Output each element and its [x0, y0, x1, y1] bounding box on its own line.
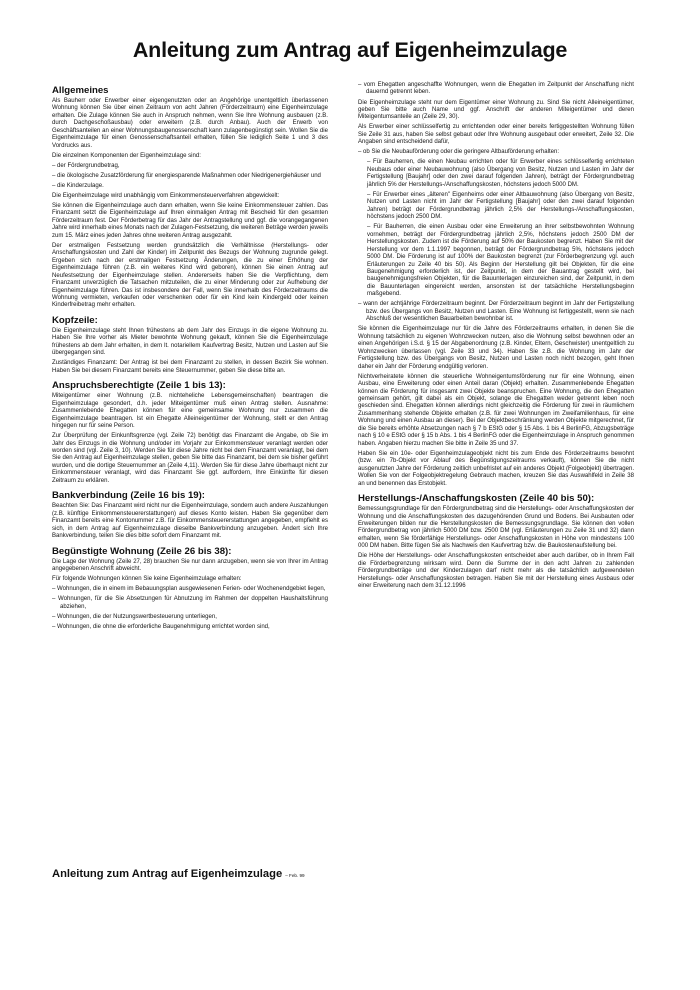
paragraph: Die Eigenheimzulage steht nur dem Eigentümer einer Wohnung zu. Sind Sie nicht Alleineigentümer, geben Sie bitte auch Name und ggf. Anschrift der anderen Miteigentümer und deren Miteigentumsanteile an (Zeile 29, 30). — [358, 99, 634, 121]
section-heading: Allgemeines — [52, 85, 109, 96]
section-heading: Anspruchsberechtigte (Zeile 1 bis 13): — [52, 380, 226, 392]
paragraph: – Wohnungen, die der Nutzungswertbesteuerung unterliegen, — [52, 613, 217, 620]
paragraph: – die ökologische Zusatzförderung für energiesparende Maßnahmen oder Niedrigenergiehäuser und — [52, 172, 321, 179]
paragraph: Zuständiges Finanzamt: Der Antrag ist bei dem Finanzamt zu stellen, in dessen Bezirk Sie wohnen. Haben Sie bei diesem Finanzamt bereits eine Steuernummer, geben Sie diese bitte an. — [52, 360, 328, 374]
footer — [52, 868, 305, 880]
section-heading: Herstellungs-/Anschaffungskosten (Zeile 40 bis 50): — [358, 493, 595, 505]
paragraph: Sie können die Eigenheimzulage auch dann erhalten, wenn Sie keine Einkommensteuer zahlen. Das Finanzamt setzt die Eigenheimzulage auf Ihren einmaligen Antrag mit Bescheid für den gesamten Förderzeitraum fest. Der Förderbetrag für das Jahr der Antragstellung und ggf. die vorangegangenen Jahre wird innerhalb eines Monats nach der Zulagen-Festsetzung, die weiteren Beträge werden jeweils zum 15. März eines jeden Jahres ohne weiteren Antrag ausgezahlt. — [52, 203, 328, 239]
paragraph: – Für Bauherren, die einen Ausbau oder eine Erweiterung an ihrer selbstbewohnten Wohnung vornehmen, beträgt der Fördergrundbetrag jährlich 2,5%, höchstens jedoch 2500 DM der Herstellungskosten. Zudem ist die Förderung auf 50% der Baukosten begrenzt. Haben Sie mit der Herstellung vor dem 1.1.1997 begonnen, beträgt der Fördergrundbetrag 5%, höchstens jedoch 5000 DM. Die Förderung ist auf 100% der Baukosten begrenzt (zur Förderbegrenzung vgl. auch Erläuterungen zu Zeile 40 bis 50). Als Beginn der Herstellung gilt bei Objekten, für die eine Baugenehmigung erforderlich ist, der Zeitpunkt, in dem der Bauantrag gestellt wird, bei baugenehmigungsfreien Objekten, für die Bauunterlagen einzureichen sind, der Zeitpunkt, in dem die Bauunterlagen eingereicht werden, ansonsten ist der tatsächliche Herstellungsbeginn maßgebend. — [367, 224, 634, 298]
paragraph: Zur Überprüfung der Einkunftsgrenze (vgl. Zeile 72) benötigt das Finanzamt die Angabe, ob Sie im Jahr des Einzugs in die Wohnung und/oder im Vorjahr zur Einkommensteuer veranlagt werden oder worden sind (vgl. Zeile 3, 10). Werden Sie für diese Jahre nicht bei dem Finanzamt veranlagt, bei dem Sie den Antrag auf Eigenheimzulage stellen, geben Sie bitte das Finanzamt, bei dem sie bisher geführt wurden, und die dortige Steuernummer an (Zeile 4,11). Werden Sie für diese Jahre überhaupt nicht zur Einkommensteuer veranlagt, wird das Finanzamt Sie ggf. auffordern, Ihre Einkünfte für diesen Zeitraum zu erklären. — [52, 433, 328, 484]
paragraph: – der Fördergrundbetrag, — [52, 162, 120, 169]
paragraph: Der erstmaligen Festsetzung werden grundsätzlich die Verhältnisse (Herstellungs- oder Anschaffungskosten und Zahl der Kinder) im Zeitpunkt des Bezugs der Wohnung zugrunde gelegt. Ergeben sich nach der erstmaligen Festsetzung Änderungen, die zu einer Erhöhung der Eigenheimzulage führen (z.B. ein weiteres Kind wird geboren), können Sie einen Antrag auf Neufestsetzung der Eigenheimzulage stellen. Andererseits haben Sie die Verpflichtung, dem Finanzamt unverzüglich die Tatsachen mitzuteilen, die zu einer Minderung oder zur Aufhebung der Eigenheimzulage führen. Das ist insbesondere der Fall, wenn Sie innerhalb des Förderzeitraums die Wohnung vermieten, verkaufen oder verschenken oder für ein Kind kein Kindergeld oder keinen Kinderfreibetrag mehr erhalten. — [52, 242, 328, 309]
footer-title: Anleitung zum Antrag auf Eigenheimzulage — [52, 868, 283, 880]
paragraph: – wann der achtjährige Förderzeitraum beginnt. Der Förderzeitraum beginnt im Jahr der Fertigstellung bzw. des Übergangs von Besitz, Nutzen und Lasten. Eine Wohnung ist fertiggestellt, wenn sie nach Abschluß der wesentlichen Bauarbeiten bewohnbar ist. — [358, 301, 634, 323]
section-heading: Begünstigte Wohnung (Zeile 26 bis 38): — [52, 545, 232, 557]
paragraph: Haben Sie ein 10e- oder Eigenheimzulageobjekt nicht bis zum Ende des Förderzeitraums bewohnt (bzw. ein 7b-Objekt vor Ablauf des Begünstigungszeitraums verkauft), können Sie die nicht ausgenutzten Jahre der Förderung zeitlich unbefristet auf ein anderes Objekt (Folgeobjekt) übertragen. Wollen Sie von der Folgeobjektregelung Gebrauch machen, kreuzen Sie das Auswahlfeld in Zeile 38 an und benennen das Erstobjekt. — [358, 450, 634, 487]
paragraph: – die Kinderzulage. — [52, 182, 104, 189]
paragraph: Die einzelnen Komponenten der Eigenheimzulage sind: — [52, 152, 201, 159]
paragraph: Als Erwerber einer schlüsselfertig zu errichtenden oder einer bereits fertiggestellten Wohnung füllen Sie Zeile 31 aus, haben Sie selbst gebaut oder Ihre Wohnung ausgebaut oder erweitert, Zeile 32. Die Angaben sind entscheidend dafür, — [358, 124, 634, 146]
paragraph: Miteigentümer einer Wohnung (z.B. nichteheliche Lebensgemeinschaften) beantragen die Eigenheimzulage gesondert, d.h. jeder Miteigentümer muß einen Antrag stellen. Ausnahme: Zusammenlebende Ehegatten können für eine gemeinsame Wohnung nur zusammen die Eigenheimzulage beantragen. Ist ein Ehegatte Alleineigentümer der Wohnung, stellt er den Antrag hingegen nur für seine Person. — [52, 393, 328, 430]
paragraph: – Für Erwerber eines „älteren" Eigenheims oder einer Altbauwohnung (also Übergang von Besitz, Nutzen und Lasten nicht im Jahr der Fertigstellung [Baujahr] oder den zwei darauf folgenden Jahren) beträgt der Fördergrundbetrag jährlich 2,5% der Herstellungs-/Anschaffungskosten, höchstens jedoch 2500 DM. — [367, 191, 634, 221]
paragraph: Bemessungsgrundlage für den Fördergrundbetrag sind die Herstellungs- oder Anschaffungskosten der Wohnung und die Anschaffungskosten des dazugehörenden Grund und Bodens. Bei Ausbauten oder Erweiterungen bilden nur die Herstellungskosten die Bemessungsgrundlage. Sie können den vollen Fördergrundbetrag von jährlich 5000 DM bzw. 2500 DM (vgl. Erläuterungen zu Zeile 31 und 32) dann erhalten, wenn Sie förderfähige Herstellungs- oder Anschaffungskosten in Höhe von mindestens 100 000 DM haben. Bitte fügen Sie als Nachweis den Kaufvertrag bzw. die Baukostenaufstellung bei. — [358, 506, 634, 550]
paragraph: – ob Sie die Neubauförderung oder die geringere Altbauförderung erhalten: — [358, 149, 560, 156]
paragraph: Die Eigenheimzulage wird unabhängig vom Einkommensteuerverfahren abgewickelt: — [52, 192, 280, 199]
paragraph: Die Lage der Wohnung (Zeile 27, 28) brauchen Sie nur dann anzugeben, wenn sie von Ihrer im Antrag angegebenen Anschrift abweicht. — [52, 558, 328, 572]
paragraph: Nichtverheiratete können die steuerliche Wohneigentumsförderung nur für eine Wohnung, einen Ausbau, eine Erweiterung oder einen Anteil daran (Objekt) erhalten. Zusammenlebende Ehegatten können die Förderung für insgesamt zwei Objekte beanspruchen. Eine Wohnung, die den Ehegatten gemeinsam gehört, gilt dabei als ein Objekt, solange die Ehegatten weder getrennt leben noch geschieden sind. Ehegatten können allerdings nicht gleichzeitig die Förderung für zwei in räumlichem Zusammenhang stehende Objekte erhalten (z.B. für zwei Wohnungen im Zweifamilienhaus, für eine Wohnung und einen Ausbau an dieser). Bei der Objektbeschränkung werden Objekte mitgerechnet, für die Sie bereits erhöhte Absetzungen nach § 7 b EStG oder § 15 Abs. 1 bis 4 BerlinFG, Abzugsbeträge nach § 10 e EStG oder § 15 b Abs. 1 bis 4 BerlinFG oder die Eigenheimzulage in Anspruch genommen haben. Angaben hierzu machen Sie bitte in Zeile 35 und 37. — [358, 373, 634, 447]
paragraph: Sie können die Eigenheimzulage nur für die Jahre des Förderzeitraums erhalten, in denen Sie die Wohnung tatsächlich zu eigenen Wohnzwecken nutzen, also die Wohnung selbst bewohnen oder an einen Angehörigen i.S.d. § 15 der Abgabenordnung (z.B. Kinder, Eltern, Geschwister) unentgeltlich zu Wohnzwecken überlassen (vgl. Zeile 33 und 34). Haben Sie z.B. die Wohnung im Jahr der Fertigstellung bzw. des Übergangs von Besitz, Nutzen und Lasten noch nicht bezogen, geht Ihnen daher ein Jahr der Förderung endgültig verloren. — [358, 326, 634, 370]
paragraph: Für folgende Wohnungen können Sie keine Eigenheimzulage erhalten: — [52, 576, 242, 583]
paragraph: Beachten Sie: Das Finanzamt wird nicht nur die Eigenheimzulage, sondern auch andere Auszahlungen (z.B. künftige Einkommensteuererstattungen) auf dieses Konto leisten. Haben Sie gegenüber dem Finanzamt bereits eine Kontonummer z.B. für Einkommensteuererstattungen angegeben, empfiehlt es sich, in dem Antrag auf Eigenheimzulage dieselbe Bankverbindung anzugeben. Ändert sich Ihre Bankverbindung, teilen Sie dies bitte sofort dem Finanzamt mit. — [52, 503, 328, 540]
paragraph: – Wohnungen, für die Sie Absetzungen für Abnutzung im Rahmen der doppelten Haushaltsführung abziehen, — [52, 596, 328, 610]
footer-note: – Feb. 99 — [285, 873, 305, 878]
paragraph: – vom Ehegatten angeschaffte Wohnungen, wenn die Ehegatten im Zeitpunkt der Anschaffung nicht dauernd getrennt leben. — [358, 82, 634, 96]
paragraph: – Wohnungen, die in einem im Bebauungsplan ausgewiesenen Ferien- oder Wochenendgebiet liegen, — [52, 586, 326, 593]
right-column — [358, 82, 634, 593]
paragraph: Die Höhe der Herstellungs- oder Anschaffungskosten entscheidet aber auch darüber, ob in Ihrem Fall die Förderbegrenzung wirksam wird. Denn die Summe der in den acht Jahren zu zahlenden Fördergrundbeträge und der Kinderzulagen darf nicht mehr als die tatsächlich aufgewendeten Herstellungs- oder Anschaffungskosten betragen. Haben Sie mit der Herstellung eines Ausbaus oder einer Erweiterung nach dem 31.12.1996 — [358, 553, 634, 590]
page-title: Anleitung zum Antrag auf Eigenheimzulage — [132, 38, 568, 62]
paragraph: Die Eigenheimzulage steht Ihnen frühestens ab dem Jahr des Einzugs in die eigene Wohnung zu. Haben Sie Ihre vorher als Mieter bewohnte Wohnung gekauft, können Sie die Eigenheimzulage frühestens ab dem Jahr erhalten, in dem lt. notariellem Kaufvertrag Besitz, Nutzen und Lasten auf Sie übergegangen sind. — [52, 327, 328, 357]
left-column — [52, 80, 328, 634]
section-heading: Kopfzeile: — [52, 314, 98, 326]
paragraph: Als Bauherr oder Erwerber einer eigengenutzten oder an Angehörige unentgeltlich überlassenen Wohnung können Sie über einen Zeitraum von acht Jahren (Förderzeitraum) eine Eigenheimzulage erhalten. Die Zulage können Sie auch in Anspruch nehmen, wenn Sie Ihre Wohnung ausbauen (z.B. durch Dachgeschoßausbau) oder erweitern (z.B. durch Anbau). Auch der Erwerb von Geschäftsanteilen an einer Wohnungsbaugenossenschaft kann zulagenbegünstigt sein. Wollen Sie die Eigenheimzulage für einen Genossenschaftsanteil erhalten, füllen Sie lediglich Seite 1 und 3 des Vordrucks aus. — [52, 98, 328, 149]
paragraph: – Für Bauherren, die einen Neubau errichten oder für Erwerber eines schlüsselfertig errichteten Neubaus oder einer Neubauwohnung (also Übergang von Besitz, Nutzen und Lasten im Jahr der Fertigstellung [Baujahr] oder den zwei darauf folgenden Jahren), beträgt der Fördergrundbetrag jährlich 5% der Herstellungs-/Anschaffungskosten, höchstens jedoch 5000 DM. — [367, 159, 634, 188]
section-heading: Bankverbindung (Zeile 16 bis 19): — [52, 490, 206, 502]
paragraph: – Wohnungen, die ohne die erforderliche Baugenehmigung errichtet worden sind, — [52, 623, 270, 630]
